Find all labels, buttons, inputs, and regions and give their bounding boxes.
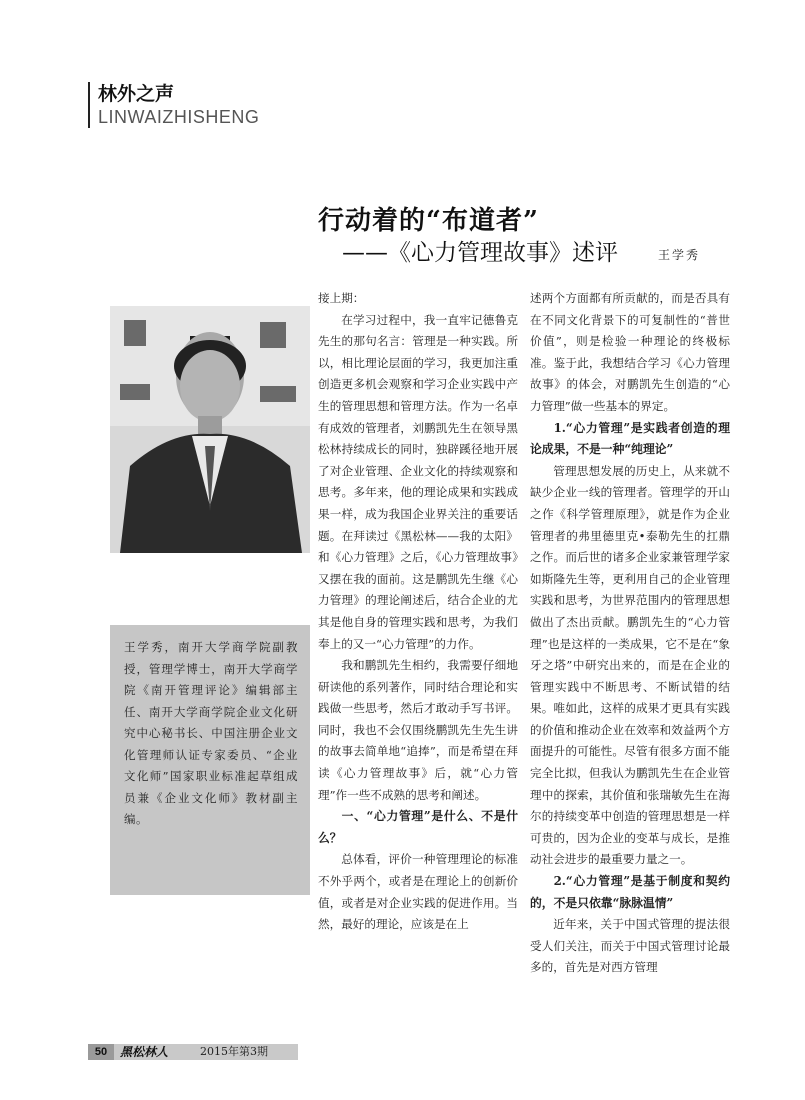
- section-heading: 1.“心力管理”是实践者创造的理论成果，不是一种“纯理论”: [530, 420, 730, 457]
- paragraph: 管理思想发展的历史上，从来就不缺少企业一线的管理者。管理学的开山之作《科学管理原理》，就是作为企业管理者的弗里德里克•泰勒先生的扛鼎之作。而后世的诸多企业家兼管理学家如斯隆先生等，更利用自己的企业管理实践和思考，为世界范围内的管理思想做出了杰出贡献。鹏凯先生的“心力管理”也是这样的一类成果，它不是在“象牙之塔”中研究出来的，而是在企业的管理实践中不断思考、不断试错的结果。唯如此，这样的成果才更具有实践的价值和推动企业在效率和效益两个方面提升的可能性。尽管有很多方面不能完全比拟，但我认为鹏凯先生在企业管理中的探索，其价值和张瑞敏先生在海尔的持续变革中创造的管理思想是一样可贵的，因为企业的变革与成长，是推动社会进步的最重要力量之一。: [530, 463, 730, 867]
- text-column-2: [530, 288, 730, 979]
- paragraph: 接上期：: [318, 291, 365, 305]
- issue-label: 2015年第3期: [200, 1045, 268, 1058]
- paragraph: 我和鹏凯先生相约，我需要仔细地研读他的系列著作，同时结合理论和实践做一些思考，然后才敢动手写书评。同时，我也不会仅围绕鹏凯先生先生讲的故事去简单地“追捧”，而是希望在拜读《心力管理故事》后，就“心力管理”作一些不成熟的思考和阐述。: [318, 658, 518, 802]
- page-footer: [88, 1044, 298, 1060]
- section-heading: 2.“心力管理”是基于制度和契约的，不是只依靠“脉脉温情”: [530, 874, 730, 910]
- author-photo: [110, 306, 310, 553]
- page-number: 50: [88, 1044, 114, 1060]
- article-author: 王学秀: [658, 248, 701, 262]
- text-column-1: [318, 288, 518, 936]
- article-subtitle: ——《心力管理故事》述评: [342, 240, 618, 266]
- magazine-logo: 黑松林人: [120, 1045, 169, 1059]
- column-name-en: LINWAIZHISHENG: [98, 107, 260, 127]
- paragraph: 述两个方面都有所贡献的，而是否具有在不同文化背景下的可复制性的“普世价值”，则是检验一种理论的终极标准。鉴于此，我想结合学习《心力管理故事》的体会，对鹏凯先生创造的“心力管理”做一些基本的界定。: [530, 291, 730, 413]
- column-tag: [88, 82, 259, 128]
- paragraph: 近年来，关于中国式管理的提法很受人们关注，而关于中国式管理讨论最多的，首先是对西方管理: [530, 917, 730, 975]
- paragraph: 总体看，评价一种管理理论的标准不外乎两个，或者是在理论上的创新价值，或者是对企业实践的促进作用。当然，最好的理论，应该是在上: [318, 852, 518, 932]
- author-bio: 王学秀，南开大学商学院副教授，管理学博士，南开大学商学院《南开管理评论》编辑部主任、南开大学商学院企业文化研究中心秘书长、中国注册企业文化管理师认证专家委员、“企业文化师”国家职业标准起草组成员兼《企业文化师》教材副主编。: [110, 625, 310, 895]
- section-heading: 一、“心力管理”是什么、不是什么？: [318, 809, 518, 845]
- column-name-cn: 林外之声: [98, 83, 175, 105]
- paragraph: 在学习过程中，我一直牢记德鲁克先生的那句名言：管理是一种实践。所以，相比理论层面的学习，我更加注重创造更多机会观察和学习企业实践中产生的管理思想和管理方法。作为一名卓有成效的管理者，刘鹏凯先生在领导黑松林持续成长的同时，独辟蹊径地开展了对企业管理、企业文化的持续观察和思考。多年来，他的理论成果和实践成果一样，成为我国企业界关注的重要话题。在拜读过《黑松林——我的太阳》和《心力管理》之后，《心力管理故事》又摆在我的面前。这是鹏凯先生继《心力管理》的理论阐述后，结合企业的尤其是他自身的管理实践和思考，为我们奉上的又一“心力管理”的力作。: [318, 312, 518, 651]
- article-title: 行动着的“布道者”: [318, 206, 539, 236]
